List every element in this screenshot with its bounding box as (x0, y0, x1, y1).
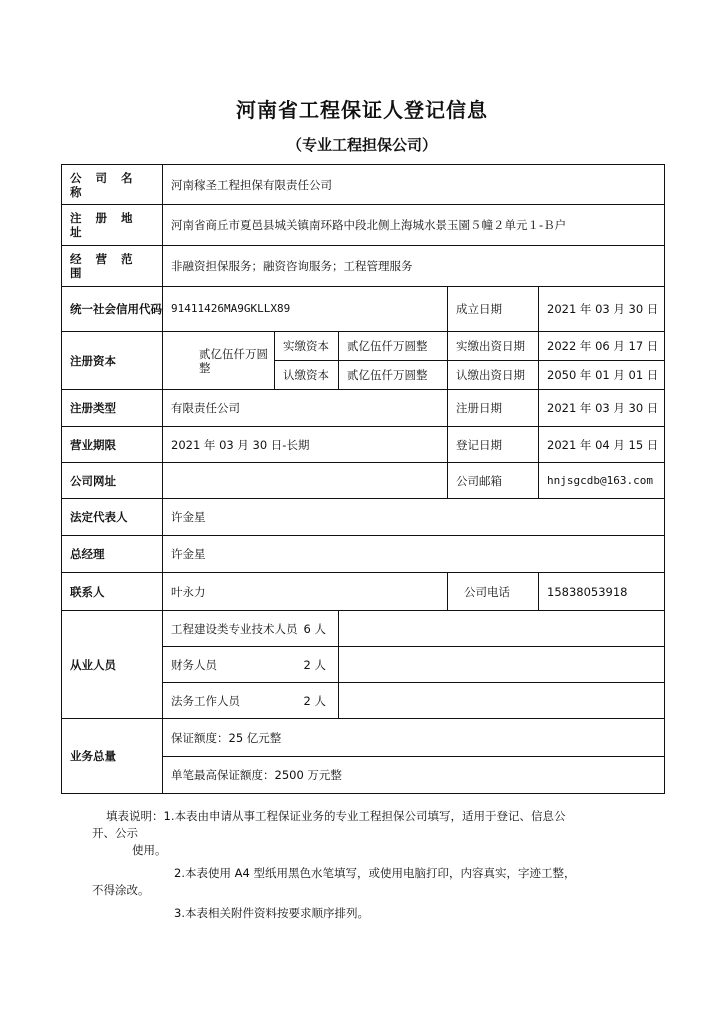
term-value: 2021 年 03 月 30 日-长期 (163, 427, 448, 463)
established-value: 2021 年 03 月 30 日 (539, 287, 665, 332)
contact-label: 联系人 (62, 573, 163, 611)
staff-role-text: 工程建设类专业技术人员 (171, 621, 298, 636)
row-legal-rep (62, 499, 665, 536)
paid-date-value: 2022 年 06 月 17 日 (539, 332, 665, 361)
staff-count: 6 人 (303, 621, 326, 636)
note-intro-cont: 开、公示 (92, 826, 138, 840)
row-manager (62, 536, 665, 573)
subscribed-date-value: 2050 年 01 月 01 日 (539, 361, 665, 390)
legal-rep-value: 许金星 (163, 499, 665, 536)
reg-date-label: 注册日期 (448, 390, 539, 427)
note-item-2-cont: 不得涂改。 (92, 883, 150, 897)
subscribed-capital-label: 认缴资本 (275, 361, 339, 390)
legal-rep-label: 法定代表人 (62, 499, 163, 536)
staff-blank (339, 683, 665, 719)
staff-blank (339, 647, 665, 683)
guarantee-value: 保证额度：25 亿元整 (163, 719, 665, 757)
staff-role-text: 财务人员 (171, 657, 217, 672)
paid-capital-value: 贰亿伍仟万圆整 (339, 332, 448, 361)
subscribed-date-label: 认缴出资日期 (448, 361, 539, 390)
staff-label: 从业人员 (62, 611, 163, 719)
company-name-value: 河南稼圣工程担保有限责任公司 (163, 165, 665, 205)
registration-form-table (61, 164, 665, 794)
record-date-value: 2021 年 04 月 15 日 (539, 427, 665, 463)
row-scope (62, 246, 665, 287)
staff-count: 2 人 (303, 657, 326, 672)
business-label: 业务总量 (62, 719, 163, 794)
email-label: 公司邮箱 (448, 463, 539, 499)
page-title: 河南省工程保证人登记信息 (236, 98, 488, 122)
row-website (62, 463, 665, 499)
staff-role (163, 683, 339, 719)
row-address (62, 205, 665, 246)
row-company-name (62, 165, 665, 205)
row-term (62, 427, 665, 463)
manager-value: 许金星 (163, 536, 665, 573)
note-intro: 填表说明：1.本表由申请从事工程保证业务的专业工程担保公司填写，适用于登记、信息公 (106, 809, 566, 823)
row-contact (62, 573, 665, 611)
paid-capital-label: 实缴资本 (275, 332, 339, 361)
staff-role (163, 647, 339, 683)
form-notes (92, 808, 632, 922)
phone-value: 15838053918 (539, 573, 665, 611)
paid-date-label: 实缴出资日期 (448, 332, 539, 361)
email-value: hnjsgcdb@163.com (539, 463, 665, 499)
reg-date-value: 2021 年 03 月 30 日 (539, 390, 665, 427)
staff-blank (339, 611, 665, 647)
staff-count: 2 人 (303, 693, 326, 708)
manager-label: 总经理 (62, 536, 163, 573)
contact-value: 叶永力 (163, 573, 448, 611)
address-value: 河南省商丘市夏邑县城关镇南环路中段北侧上海城水景玉園５幢２单元１-Ｂ户 (163, 205, 665, 246)
website-value (163, 463, 448, 499)
established-label: 成立日期 (448, 287, 539, 332)
staff-role (163, 611, 339, 647)
website-label: 公司网址 (62, 463, 163, 499)
note-item-2: 2.本表使用 A4 型纸用黑色水笔填写，或使用电脑打印，内容真实，字迹工整， (174, 866, 576, 880)
subscribed-capital-value: 贰亿伍仟万圆整 (339, 361, 448, 390)
reg-type-value: 有限责任公司 (163, 390, 448, 427)
note-intro-cont2: 使用。 (132, 843, 167, 857)
company-name-label: 公 司 名 称 (62, 165, 163, 205)
staff-role-text: 法务工作人员 (171, 693, 240, 708)
scope-value: 非融资担保服务；融资咨询服务；工程管理服务 (163, 246, 665, 287)
address-label: 注 册 地 址 (62, 205, 163, 246)
phone-label: 公司电话 (448, 573, 539, 611)
capital-value: 贰亿伍仟万圆整 (163, 332, 275, 390)
reg-type-label: 注册类型 (62, 390, 163, 427)
single-max-value: 单笔最高保证额度：2500 万元整 (163, 757, 665, 794)
note-item-3: 3.本表相关附件资料按要求顺序排列。 (174, 906, 369, 920)
scope-label: 经 营 范 围 (62, 246, 163, 287)
row-capital-paid (62, 332, 665, 361)
row-credit-code (62, 287, 665, 332)
staff-row (62, 611, 665, 647)
row-guarantee (62, 719, 665, 757)
page-subtitle: （专业工程担保公司） (286, 136, 437, 154)
credit-code-value: 91411426MA9GKLLX89 (163, 287, 448, 332)
credit-code-label: 统一社会信用代码 (62, 287, 163, 332)
row-reg-type (62, 390, 665, 427)
term-label: 营业期限 (62, 427, 163, 463)
record-date-label: 登记日期 (448, 427, 539, 463)
capital-label: 注册资本 (62, 332, 163, 390)
